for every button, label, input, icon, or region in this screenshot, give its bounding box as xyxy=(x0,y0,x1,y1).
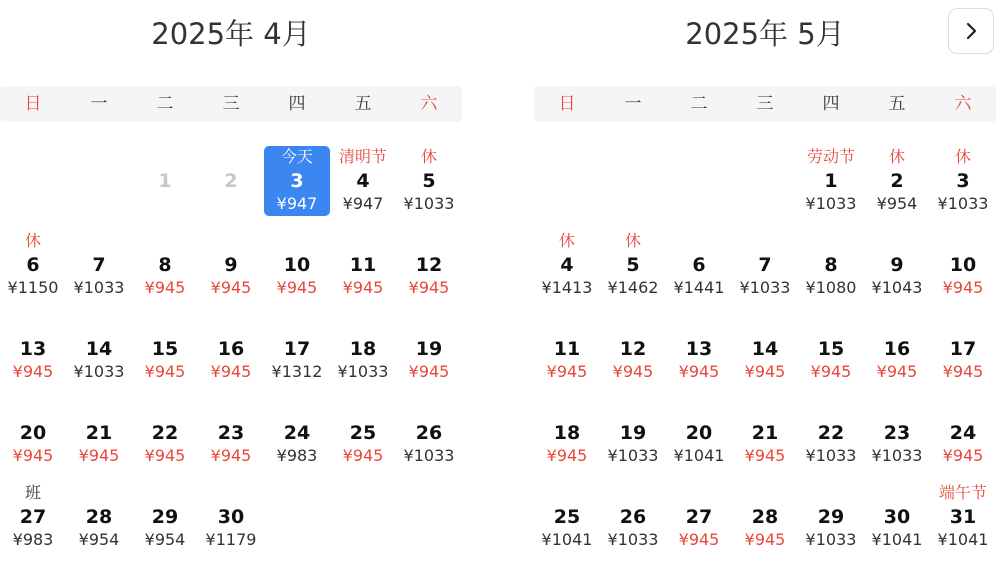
day-number: 30 xyxy=(883,506,911,528)
day-number: 10 xyxy=(949,254,977,276)
day-cell[interactable] xyxy=(396,398,462,468)
day-price: ¥1033 xyxy=(73,278,125,297)
day-price: ¥1033 xyxy=(403,446,455,465)
day-number: 3 xyxy=(956,170,970,192)
weekday-label: 四 xyxy=(822,94,840,114)
day-price: ¥1080 xyxy=(805,278,857,297)
calendar-month-april xyxy=(0,0,462,572)
day-cell[interactable] xyxy=(798,314,864,384)
day-cell[interactable] xyxy=(732,230,798,300)
day-price: ¥1033 xyxy=(805,446,857,465)
day-tag: 休 xyxy=(954,147,971,166)
day-cell[interactable] xyxy=(0,230,66,300)
month-title: 2025年 5月 xyxy=(685,17,845,51)
day-number: 26 xyxy=(619,506,647,528)
day-number: 8 xyxy=(158,254,172,276)
day-number: 9 xyxy=(224,254,238,276)
day-number: 15 xyxy=(151,338,179,360)
day-number: 12 xyxy=(619,338,647,360)
day-price: ¥945 xyxy=(12,362,54,381)
day-cell[interactable] xyxy=(396,230,462,300)
day-number: 19 xyxy=(619,422,647,444)
weekday-label: 日 xyxy=(558,94,576,114)
day-number: 19 xyxy=(415,338,443,360)
day-price: ¥1179 xyxy=(205,530,257,549)
day-cell[interactable] xyxy=(864,146,930,216)
day-price: ¥1033 xyxy=(607,530,659,549)
day-price: ¥945 xyxy=(942,362,984,381)
day-number: 27 xyxy=(19,506,47,528)
day-price: ¥945 xyxy=(78,446,120,465)
day-price: ¥983 xyxy=(12,530,54,549)
day-cell[interactable] xyxy=(732,314,798,384)
day-price: ¥1462 xyxy=(607,278,659,297)
day-number: 1 xyxy=(824,170,838,192)
day-cell[interactable] xyxy=(0,398,66,468)
day-number: 22 xyxy=(817,422,845,444)
day-price: ¥945 xyxy=(942,446,984,465)
day-number: 12 xyxy=(415,254,443,276)
day-price: ¥1041 xyxy=(871,530,923,549)
day-price: ¥945 xyxy=(744,530,786,549)
day-price: ¥1033 xyxy=(871,446,923,465)
day-tag: 休 xyxy=(24,231,41,250)
calendar-month-may xyxy=(534,0,996,572)
day-cell[interactable] xyxy=(132,398,198,468)
day-price: ¥945 xyxy=(546,446,588,465)
day-tag: 休 xyxy=(558,231,575,250)
day-cell[interactable] xyxy=(864,230,930,300)
day-number: 8 xyxy=(824,254,838,276)
day-number: 5 xyxy=(422,170,436,192)
day-cell[interactable] xyxy=(930,398,996,468)
day-cell[interactable] xyxy=(930,314,996,384)
day-number: 14 xyxy=(85,338,113,360)
day-price: ¥1033 xyxy=(739,278,791,297)
day-price: ¥945 xyxy=(12,446,54,465)
day-price: ¥1041 xyxy=(673,446,725,465)
day-cell[interactable] xyxy=(330,230,396,300)
day-cell xyxy=(132,146,198,216)
day-cell[interactable] xyxy=(864,482,930,552)
day-cell[interactable] xyxy=(132,230,198,300)
day-tag: 端午节 xyxy=(938,483,987,502)
day-number: 24 xyxy=(949,422,977,444)
day-number: 5 xyxy=(626,254,640,276)
day-cell[interactable] xyxy=(666,482,732,552)
day-tag: 班 xyxy=(24,483,41,502)
day-price: ¥1033 xyxy=(337,362,389,381)
day-tag: 今天 xyxy=(280,147,313,166)
day-cell[interactable] xyxy=(132,314,198,384)
weekday-label: 一 xyxy=(90,94,108,114)
day-cell[interactable] xyxy=(930,482,996,552)
day-cell[interactable] xyxy=(666,398,732,468)
day-cell[interactable] xyxy=(0,482,66,552)
day-number: 13 xyxy=(19,338,47,360)
day-cell[interactable] xyxy=(798,398,864,468)
day-cell[interactable] xyxy=(930,146,996,216)
month-title: 2025年 4月 xyxy=(151,17,311,51)
day-number: 9 xyxy=(890,254,904,276)
day-number: 6 xyxy=(26,254,40,276)
weekday-label: 四 xyxy=(288,94,306,114)
day-price: ¥945 xyxy=(144,446,186,465)
day-price: ¥945 xyxy=(210,446,252,465)
day-number: 6 xyxy=(692,254,706,276)
day-number: 4 xyxy=(356,170,370,192)
day-price: ¥1413 xyxy=(541,278,593,297)
weekday-label: 三 xyxy=(222,94,240,114)
day-cell[interactable] xyxy=(330,146,396,216)
day-number: 20 xyxy=(19,422,47,444)
day-number: 31 xyxy=(949,506,977,528)
day-number: 22 xyxy=(151,422,179,444)
weekday-label: 一 xyxy=(624,94,642,114)
day-price: ¥945 xyxy=(744,446,786,465)
day-price: ¥1033 xyxy=(403,194,455,213)
day-cell[interactable] xyxy=(0,314,66,384)
day-price: ¥1033 xyxy=(607,446,659,465)
day-price: ¥945 xyxy=(210,278,252,297)
day-number: 20 xyxy=(685,422,713,444)
day-cell[interactable] xyxy=(864,314,930,384)
day-number: 1 xyxy=(158,170,172,192)
day-price: ¥1150 xyxy=(7,278,59,297)
day-number: 7 xyxy=(92,254,106,276)
chevron-right-icon xyxy=(961,21,981,41)
day-cell[interactable] xyxy=(330,314,396,384)
weekday-label: 五 xyxy=(888,94,906,114)
day-cell[interactable] xyxy=(930,230,996,300)
day-cell[interactable] xyxy=(396,314,462,384)
day-cell[interactable] xyxy=(264,398,330,468)
day-number: 10 xyxy=(283,254,311,276)
day-price: ¥945 xyxy=(144,278,186,297)
day-number: 24 xyxy=(283,422,311,444)
day-price: ¥945 xyxy=(408,278,450,297)
day-price: ¥947 xyxy=(342,194,384,213)
day-price: ¥945 xyxy=(678,530,720,549)
day-price: ¥1041 xyxy=(937,530,989,549)
day-price: ¥945 xyxy=(810,362,852,381)
day-price: ¥945 xyxy=(342,278,384,297)
day-cell[interactable] xyxy=(798,230,864,300)
day-price: ¥983 xyxy=(276,446,318,465)
day-price: ¥1041 xyxy=(541,530,593,549)
day-cell[interactable] xyxy=(66,398,132,468)
day-cell[interactable] xyxy=(534,314,600,384)
day-number: 16 xyxy=(883,338,911,360)
day-price: ¥1033 xyxy=(805,194,857,213)
day-number: 18 xyxy=(553,422,581,444)
weekday-header xyxy=(0,86,462,122)
day-tag: 休 xyxy=(888,147,905,166)
day-price: ¥945 xyxy=(210,362,252,381)
day-number: 27 xyxy=(685,506,713,528)
day-number: 2 xyxy=(224,170,238,192)
weekday-label: 六 xyxy=(954,94,972,114)
day-price: ¥945 xyxy=(876,362,918,381)
day-cell[interactable] xyxy=(534,482,600,552)
weekday-label: 日 xyxy=(24,94,42,114)
weekday-label: 六 xyxy=(420,94,438,114)
day-tag: 休 xyxy=(624,231,641,250)
day-cell[interactable] xyxy=(732,482,798,552)
day-price: ¥954 xyxy=(78,530,120,549)
day-price: ¥945 xyxy=(942,278,984,297)
day-number: 15 xyxy=(817,338,845,360)
day-cell[interactable] xyxy=(396,146,462,216)
day-number: 4 xyxy=(560,254,574,276)
weekday-label: 二 xyxy=(156,94,174,114)
day-number: 28 xyxy=(751,506,779,528)
day-number: 11 xyxy=(349,254,377,276)
day-cell[interactable] xyxy=(132,482,198,552)
day-number: 17 xyxy=(949,338,977,360)
day-price: ¥1033 xyxy=(937,194,989,213)
day-number: 30 xyxy=(217,506,245,528)
day-cell-today[interactable] xyxy=(264,146,330,216)
day-cell[interactable] xyxy=(66,314,132,384)
day-price: ¥945 xyxy=(408,362,450,381)
day-number: 18 xyxy=(349,338,377,360)
day-number: 3 xyxy=(290,170,304,192)
day-cell[interactable] xyxy=(732,398,798,468)
day-tag: 劳动节 xyxy=(806,147,855,166)
day-price: ¥945 xyxy=(276,278,318,297)
day-cell[interactable] xyxy=(600,230,666,300)
day-cell[interactable] xyxy=(198,314,264,384)
day-number: 13 xyxy=(685,338,713,360)
day-cell[interactable] xyxy=(600,398,666,468)
weekday-label: 五 xyxy=(354,94,372,114)
day-number: 21 xyxy=(85,422,113,444)
day-cell[interactable] xyxy=(600,314,666,384)
day-price: ¥1312 xyxy=(271,362,323,381)
day-cell[interactable] xyxy=(666,230,732,300)
day-price: ¥1033 xyxy=(805,530,857,549)
day-cell[interactable] xyxy=(198,398,264,468)
day-cell[interactable] xyxy=(264,230,330,300)
day-cell[interactable] xyxy=(534,230,600,300)
day-number: 11 xyxy=(553,338,581,360)
day-cell[interactable] xyxy=(264,314,330,384)
day-cell[interactable] xyxy=(198,482,264,552)
day-cell[interactable] xyxy=(534,398,600,468)
day-cell[interactable] xyxy=(330,398,396,468)
day-tag: 清明节 xyxy=(338,147,387,166)
day-number: 21 xyxy=(751,422,779,444)
day-price: ¥1441 xyxy=(673,278,725,297)
day-cell[interactable] xyxy=(864,398,930,468)
weekday-label: 二 xyxy=(690,94,708,114)
day-number: 25 xyxy=(553,506,581,528)
day-price: ¥945 xyxy=(144,362,186,381)
day-number: 29 xyxy=(817,506,845,528)
day-price: ¥954 xyxy=(876,194,918,213)
day-price: ¥947 xyxy=(276,194,318,213)
day-number: 2 xyxy=(890,170,904,192)
day-cell xyxy=(198,146,264,216)
day-cell[interactable] xyxy=(798,482,864,552)
day-number: 28 xyxy=(85,506,113,528)
day-number: 16 xyxy=(217,338,245,360)
day-tag: 休 xyxy=(420,147,437,166)
day-price: ¥945 xyxy=(342,446,384,465)
day-number: 14 xyxy=(751,338,779,360)
weekday-header xyxy=(534,86,996,122)
day-number: 7 xyxy=(758,254,772,276)
day-number: 26 xyxy=(415,422,443,444)
day-price: ¥954 xyxy=(144,530,186,549)
day-price: ¥945 xyxy=(678,362,720,381)
weekday-label: 三 xyxy=(756,94,774,114)
day-number: 29 xyxy=(151,506,179,528)
day-number: 25 xyxy=(349,422,377,444)
day-cell[interactable] xyxy=(198,230,264,300)
day-cell[interactable] xyxy=(66,482,132,552)
day-price: ¥1043 xyxy=(871,278,923,297)
next-month-button[interactable] xyxy=(948,8,994,54)
day-cell[interactable] xyxy=(666,314,732,384)
day-cell[interactable] xyxy=(66,230,132,300)
day-price: ¥945 xyxy=(546,362,588,381)
day-number: 23 xyxy=(883,422,911,444)
day-number: 17 xyxy=(283,338,311,360)
day-cell[interactable] xyxy=(600,482,666,552)
day-price: ¥945 xyxy=(744,362,786,381)
day-price: ¥945 xyxy=(612,362,654,381)
day-price: ¥1033 xyxy=(73,362,125,381)
day-number: 23 xyxy=(217,422,245,444)
day-cell[interactable] xyxy=(798,146,864,216)
